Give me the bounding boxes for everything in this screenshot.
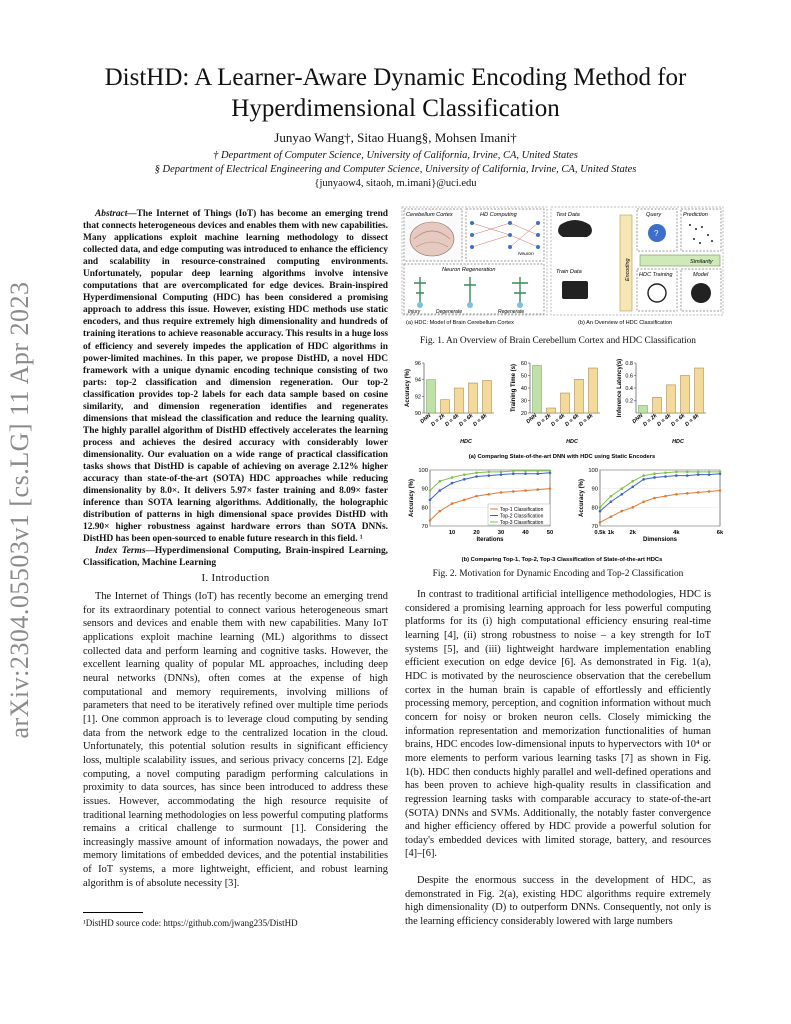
data-point: [686, 474, 689, 477]
data-point: [438, 489, 441, 492]
figure-1: [400, 205, 725, 328]
brain-illustration: [410, 222, 454, 256]
label-encoding: Encoding: [625, 258, 631, 281]
data-point: [500, 491, 503, 494]
label-test-data: Test Data: [556, 212, 580, 218]
data-point: [451, 482, 454, 485]
data-point: [653, 497, 656, 500]
data-point: [487, 493, 490, 496]
category-label: D = 6k: [564, 412, 581, 428]
category-label: D = 8k: [578, 412, 595, 428]
x-tick-label: 10: [448, 530, 456, 536]
y-tick-label: 0.6: [625, 373, 633, 380]
label-similarity: Similarity: [690, 259, 713, 265]
category-label: D = 2k: [430, 412, 447, 428]
series-line: [430, 473, 550, 500]
label-neuron: Neuron: [518, 252, 534, 257]
fig2-sub-b: (b) Comparing Top-1, Top-2, Top-3 Classification of State-of-the-art HDCs: [461, 557, 663, 563]
data-point: [463, 473, 466, 476]
y-axis-label: Inference Latency(s): [617, 358, 623, 418]
y-tick-label: 70: [421, 524, 428, 530]
data-point: [642, 478, 645, 481]
figure-2b: [400, 464, 725, 564]
y-tick-label: 100: [588, 468, 598, 474]
group-label: HDC: [672, 439, 684, 445]
intro-paragraph-1: The Internet of Things (IoT) has recently become an emerging trend for its extraordinary potential to connect various heterogeneous smart sensors and devices and enable them with new capabilities. Many IoT applications exploit machine learning (ML) algorithms to dissect collected data and perform learning and cognitive tasks. However, the excellent learning quality of popular ML approaches, including deep neural networks (DNNs), often comes at the expense of high computational and memory requirements, involving millions of parameters that need to be iteratively refined over multiple time periods [1]. One common approach is to leverage cloud computing by sending data from the network edge to the centralized location in the cloud. Unfortunately, this potential solution results in significant efficiency loss, multiple scalability issues, and serious privacy concerns [2]. Edge computing, a novel computing paradigm performing calculations in proximity to data sources, has since been introduced to address these issues. However, accommodating the high resource requisite of traditional learning methodologies on less powerful computing platforms remains a critical challenge to surmount [1]. Considering the increasingly massive amount of information nowadays, the power and memory limitations of embedded devices, and the potential instabilities of IoT systems, a more lightweight, efficient, and robust learning algorithm is of absolute necessity [3].: [83, 591, 388, 889]
x-tick-label: 1k: [607, 530, 615, 536]
data-point: [621, 493, 624, 496]
y-tick-label: 94: [414, 377, 421, 384]
bar: [589, 368, 598, 413]
y-tick-label: 0.4: [625, 386, 633, 392]
data-point: [500, 471, 503, 474]
data-point: [675, 471, 678, 474]
category-label: D = 8k: [472, 412, 489, 428]
x-tick-label: 4k: [673, 530, 680, 536]
affiliation-2: § Department of Electrical Engineering and Computer Science, University of California, Irvine, CA, United States: [154, 164, 637, 175]
series-line: [600, 491, 720, 523]
bar: [667, 385, 676, 413]
fig2-caption: Fig. 2. Motivation for Dynamic Encoding and Top-2 Classification: [432, 569, 684, 579]
plot-frame: [600, 470, 720, 526]
data-point: [675, 493, 678, 496]
data-point: [686, 492, 689, 495]
category-label: D = 2k: [642, 412, 659, 428]
model-brain-icon: [691, 283, 711, 303]
fig1-sub-b: (b) An Overview of HDC Classification: [578, 320, 673, 326]
data-point: [631, 486, 634, 489]
y-tick-label: 20: [520, 411, 527, 417]
x-axis-label: Dimensions: [642, 537, 678, 543]
y-tick-label: 0.2: [625, 398, 633, 405]
bar: [483, 381, 492, 414]
category-label: D = 4k: [550, 412, 567, 428]
label-injury: Injury: [408, 309, 421, 315]
footnote-rule: [83, 912, 143, 913]
label-degenerate: Degenerate: [436, 309, 463, 315]
x-tick-label: 50: [546, 530, 554, 536]
category-label: D = 2k: [536, 412, 553, 428]
data-point: [610, 495, 613, 498]
x-tick-label: 0.5k: [594, 530, 606, 536]
data-point: [708, 471, 711, 474]
category-label: DNN: [419, 412, 433, 426]
data-point: [621, 510, 624, 513]
data-point: [512, 472, 515, 475]
data-point: [631, 480, 634, 483]
category-label: D = 4k: [656, 412, 673, 428]
data-point: [719, 489, 722, 492]
y-tick-label: 30: [520, 398, 527, 405]
data-point: [487, 474, 490, 477]
title-line-2: Hyperdimensional Classification: [231, 95, 560, 122]
label-neuron-regeneration: Neuron Regeneration: [442, 267, 496, 273]
data-point: [664, 475, 667, 478]
data-point: [475, 495, 478, 498]
x-axis-label: Iterations: [476, 537, 504, 543]
abstract: [83, 208, 388, 569]
abstract-label: Abstract—: [95, 209, 137, 219]
data-point: [512, 490, 515, 493]
svg-text:?: ?: [654, 229, 659, 238]
data-point: [524, 472, 527, 475]
abstract-text: The Internet of Things (IoT) has become an emerging trend that connects heterogeneous devices and enables them with new capabilities. Many applications exploit machine learning methodology to dissect collected data, and edge computing was introduced to enhance the efficiency and scalability in resource-constrained computing environments. Unfortunately, popular deep learning algorithms involve intensive computations that are overcomplicated for edge devices. Brain-inspired Hyperdimensional Computing (HDC) has been considered a promising approach to address this issue. However, existing HDC methods use static encoders, and thus require extremely high dimensionality and hundreds of training iterations to achieve reasonable accuracy. This results in a huge loss of efficiency and severely impedes the application of HDC algorithms in power-limited machines. In this paper, we propose DistHD, a novel HDC framework with a unique dynamic encoding technique consisting of two parts: top-2 classification and dimension regeneration. Our top-2 classification provides top-2 labels for each data sample based on cosine similarity, and dimension regeneration identifies and regenerates dimensions that mislead the classification and reduce the learning quality. The highly parallel algorithm of DistHD effectively accelerates the learning process and achieves the desired accuracy with considerably lower dimensionality. Our evaluation on a wide range of practical classification tasks shows that DistHD is capable of achieving on average 2.12% higher accuracy than state-of-the-art (SOTA) HDC approaches while reducing dimensionality by 8.0×. It delivers 5.97× faster training and 8.09× faster inference than SOTA learning algorithms. Additionally, the holographic distribution of patterns in high dimensional space provides DistHD with 12.90× higher robustness against hardware errors than SOTA DNNs. DistHD has been open-sourced to enable future research in this field. ¹: [83, 209, 388, 545]
x-tick-label: 2k: [629, 530, 636, 536]
y-tick-label: 50: [520, 373, 527, 380]
data-point: [631, 506, 634, 509]
data-point: [675, 474, 678, 477]
bar: [469, 383, 478, 413]
data-point: [642, 500, 645, 503]
data-point: [536, 472, 539, 475]
data-point: [429, 499, 432, 502]
x-tick-label: 6k: [716, 530, 724, 536]
x-tick-label: 30: [497, 530, 505, 536]
data-point: [512, 470, 515, 473]
bar: [441, 400, 450, 413]
y-tick-label: 40: [520, 386, 527, 392]
data-point: [429, 489, 432, 492]
data-point: [463, 478, 466, 481]
bar: [547, 408, 556, 413]
bar: [561, 393, 570, 413]
data-point: [549, 487, 552, 490]
data-point: [599, 521, 602, 524]
data-point: [610, 500, 613, 503]
bar: [427, 380, 436, 413]
y-tick-label: 90: [414, 411, 421, 417]
intro-paragraph-3: Despite the enormous success in the development of HDC, as demonstrated in Fig. 2(a), existing HDC algorithms require extremely high dimensionality (D) to outperform DNNs. Consequently, not only is the learning efficiency considerably lowered with large numbers: [405, 875, 711, 927]
legend-label: Top-3 Classification: [500, 520, 544, 526]
y-tick-label: 90: [421, 486, 428, 493]
group-label: HDC: [566, 439, 578, 445]
intro-paragraph-2: In contrast to traditional artificial intelligence methodologies, HDC is considered a promising learning approach for less powerful computing platforms for its (i) high computational efficiency ensuring real-time learning [4], (ii) strong robustness to noise – a key strength for IoT systems [5], and (iii) lightweight hardware implementation enabling efficient execution on edge device [6]. As demonstrated in Fig. 1(a), HDC is motivated by the neuroscience observation that the cerebellum cortex in the human brain is capable of effortlessly and efficiently processing memory, perception, and cognition information without much concern for noisy or broken neuron cells. Closely mimicking the information representation and memorization functionalities of human brains, HDC encodes low-dimensional inputs to hypervectors with 10⁴ or more elements to perform various learning tasks [7] as shown in Fig. 1(b). HDC then conducts highly parallel and well-defined operations and has been proven to achieve high-quality results in classification and regression learning tasks with comparable accuracy to state-of-the-art (SOTA) DNNs and SVMs. Additionally, the notably faster convergence and higher efficiency offered by HDC provide a powerful solution for today's embedded devices with limited storage, battery, and resources [4]–[6].: [405, 589, 711, 860]
label-model: Model: [693, 272, 709, 278]
y-axis-label: Accuracy (%): [579, 478, 585, 518]
affiliation-1: † Department of Computer Science, University of California, Irvine, CA, United States: [213, 150, 578, 161]
bar: [695, 368, 704, 413]
label-prediction: Prediction: [683, 212, 708, 218]
y-axis-label: Training Time (s): [511, 364, 517, 412]
paper-title: [60, 62, 731, 124]
data-point: [697, 491, 700, 494]
bar: [681, 376, 690, 414]
data-point: [642, 474, 645, 477]
y-tick-label: 96: [414, 361, 421, 367]
fig1-sub-a: (a) HDC: Model of Brain Cerebellum Cortex: [406, 320, 514, 326]
y-tick-label: 60: [520, 361, 527, 367]
y-tick-label: 80: [591, 505, 598, 512]
data-point: [438, 480, 441, 483]
bar: [639, 406, 648, 414]
index-terms-label: Index Terms—: [95, 546, 155, 557]
y-tick-label: 92: [414, 394, 421, 401]
data-point: [438, 510, 441, 513]
data-point: [549, 470, 552, 473]
arxiv-identifier: arXiv:2304.05503v1 [cs.LG] 11 Apr 2023: [5, 281, 34, 739]
data-point: [664, 472, 667, 475]
label-hd-computing: HD Computing: [480, 212, 517, 218]
figure-2a: [400, 357, 725, 462]
data-point: [451, 502, 454, 505]
emails: {junyaow4, sitaoh, m.imani}@uci.edu: [314, 178, 477, 189]
y-tick-label: 70: [591, 524, 598, 530]
data-point: [697, 473, 700, 476]
data-point: [686, 471, 689, 474]
bar: [653, 397, 662, 413]
data-point: [599, 506, 602, 509]
category-label: DNN: [631, 412, 645, 426]
data-point: [697, 471, 700, 474]
data-point: [524, 470, 527, 473]
data-point: [475, 472, 478, 475]
category-label: D = 6k: [458, 412, 475, 428]
label-hdc-training: HDC Training: [639, 272, 673, 278]
group-label: HDC: [460, 439, 472, 445]
y-tick-label: 0.8: [625, 361, 633, 367]
bar: [575, 379, 584, 413]
data-point: [463, 499, 466, 502]
index-terms: Hyperdimensional Computing, Brain-inspired Learning, Classification, Machine Learning: [83, 546, 389, 569]
data-point: [487, 471, 490, 474]
data-point: [500, 473, 503, 476]
data-point: [451, 476, 454, 479]
title-line-1: DistHD: A Learner-Aware Dynamic Encoding Method for: [104, 64, 687, 91]
section-heading-introduction: I. Introduction: [201, 572, 270, 584]
data-point: [664, 495, 667, 498]
data-point: [621, 487, 624, 490]
y-axis-label: Accuracy (%): [409, 478, 415, 518]
database-icon: [562, 281, 588, 299]
bar: [455, 388, 464, 413]
label-regenerate: Regenerate: [498, 309, 525, 315]
fig2-sub-a: (a) Comparing State-of-the-art DNN with HDC using Static Encoders: [468, 454, 656, 460]
y-tick-label: 80: [421, 505, 428, 512]
authors: Junyao Wang†, Sitao Huang§, Mohsen Imani†: [274, 130, 517, 145]
category-label: D = 8k: [684, 412, 701, 428]
data-point: [524, 489, 527, 492]
data-point: [536, 488, 539, 491]
data-point: [429, 519, 432, 522]
y-tick-label: 100: [418, 468, 428, 474]
data-point: [708, 473, 711, 476]
label-query: Query: [646, 212, 662, 218]
bar: [533, 366, 542, 414]
fig1-caption: Fig. 1. An Overview of Brain Cerebellum Cortex and HDC Classification: [420, 336, 696, 346]
data-point: [475, 475, 478, 478]
y-axis-label: Accuracy (%): [405, 368, 411, 408]
data-point: [708, 490, 711, 493]
training-icon: [648, 284, 666, 302]
data-point: [653, 472, 656, 475]
legend-label: Top-2 Classification: [500, 513, 544, 520]
x-tick-label: 40: [522, 530, 529, 536]
data-point: [536, 470, 539, 473]
category-label: D = 4k: [444, 412, 461, 428]
category-label: D = 6k: [670, 412, 687, 428]
legend-label: Top-1 Classification: [500, 507, 544, 513]
data-point: [599, 510, 602, 513]
category-label: DNN: [525, 412, 539, 426]
footnote: ¹DistHD source code: https://github.com/jwang235/DistHD: [83, 918, 298, 928]
data-point: [610, 515, 613, 518]
x-tick-label: 20: [473, 530, 480, 536]
data-point: [653, 476, 656, 479]
label-cerebellum: Cerebellum Cortex: [406, 212, 453, 218]
label-train-data: Train Data: [556, 269, 582, 275]
data-point: [719, 471, 722, 474]
y-tick-label: 90: [591, 486, 598, 493]
